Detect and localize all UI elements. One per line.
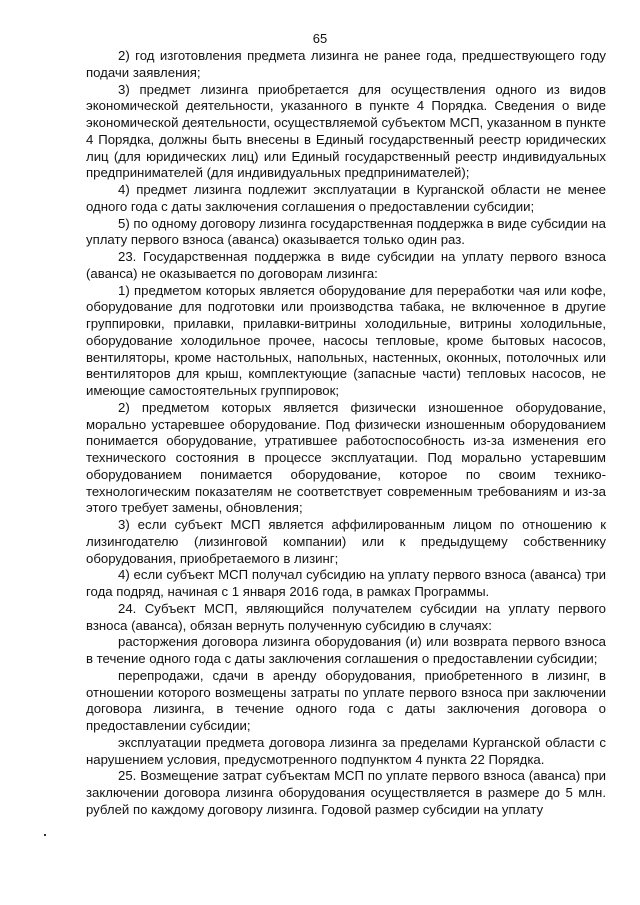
paragraph: 1) предметом которых является оборудование для переработки чая или кофе, оборудование для подготовки или производства табака, не включенное в другие группировки, прилавки, прилавки-витрины холодильные, витрины холодильные, оборудование холодильное прочее, насосы тепловые, кроме бытовых насосов, вентиляторы, кроме настольных, напольных, настенных, оконных, потолочных или вентиляторов для крыш, комплектующие (запасные части) тепловых насосов, не имеющие самостоятельных группировок; — [86, 282, 606, 398]
paragraph: эксплуатации предмета договора лизинга за пределами Курганской области с нарушением условия, предусмотренного подпунктом 4 пункта 22 Порядка. — [86, 734, 606, 767]
paragraph: 23. Государственная поддержка в виде субсидии на уплату первого взноса (аванса) не оказывается по договорам лизинга: — [86, 249, 606, 281]
paragraph: 24. Субъект МСП, являющийся получателем субсидии на уплату первого взноса (аванса), обязан вернуть полученную субсидию в случаях: — [86, 600, 606, 633]
paragraph: 4) предмет лизинга подлежит эксплуатации в Курганской области не менее одного года с даты заключения соглашения о предоставлении субсидии; — [86, 182, 606, 214]
document-body — [86, 48, 606, 819]
margin-mark — [44, 834, 46, 836]
paragraph: расторжения договора лизинга оборудования (и) или возврата первого взноса в течение одного года с даты заключения соглашения о предоставлении субсидии; — [86, 634, 606, 666]
paragraph: 2) год изготовления предмета лизинга не ранее года, предшествующего году подачи заявления; — [86, 48, 606, 80]
page-number: 65 — [312, 31, 328, 46]
paragraph: перепродажи, сдачи в аренду оборудования, приобретенного в лизинг, в отношении которого возмещены затраты по уплате первого взноса при заключении договора лизинга, в течение одного года с даты заключения договора о предоставлении субсидии; — [86, 667, 606, 733]
paragraph: 25. Возмещение затрат субъектам МСП по уплате первого взноса (аванса) при заключении договора лизинга оборудования осуществляется в размере до 5 млн. рублей по каждому договору лизинга. Годовой размер субсидии на уплату — [86, 768, 606, 817]
paragraph: 5) по одному договору лизинга государственная поддержка в виде субсидии на уплату первого взноса (аванса) оказывается только один раз. — [86, 215, 606, 248]
paragraph: 4) если субъект МСП получал субсидию на уплату первого взноса (аванса) три года подряд, начиная с 1 января 2016 года, в рамках Программы. — [86, 567, 606, 599]
paragraph: 3) если субъект МСП является аффилированным лицом по отношению к лизингодателю (лизинговой компании) или к предыдущему собственнику оборудования, приобретаемого в лизинг; — [86, 517, 606, 566]
paragraph: 3) предмет лизинга приобретается для осуществления одного из видов экономической деятельности, указанного в пункте 4 Порядка. Сведения о виде экономической деятельности, осуществляемой субъектом МСП, указанном в пункте 4 Порядка, должны быть внесены в Единый государственный реестр юридических лиц (для юридических лиц) или Единый государственный реестр индивидуальных предпринимателей (для индивидуальных предпринимателей); — [86, 81, 606, 181]
paragraph: 2) предметом которых является физически изношенное оборудование, морально устаревшее оборудование. Под физически изношенным оборудованием понимается оборудование, утратившее работоспособность из-за изменения его технического состояния в процессе эксплуатации. Под морально устаревшим оборудованием понимается оборудование, которое по своим технико-технологическим показателям не соответствует современным требованиям и из-за этого требует замены, обновления; — [86, 399, 606, 516]
